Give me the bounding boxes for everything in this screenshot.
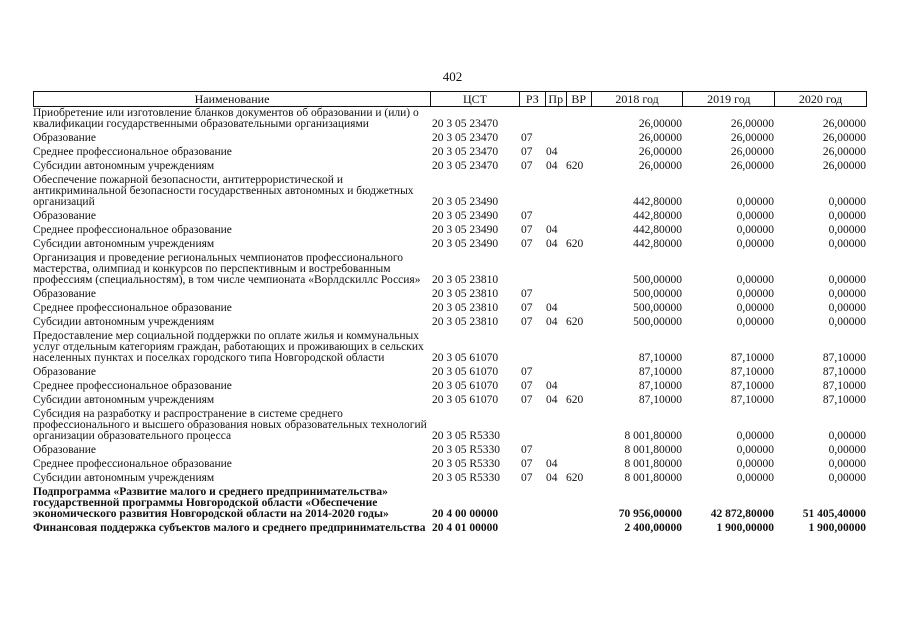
table-row bbox=[33, 132, 867, 146]
table-row bbox=[33, 366, 867, 380]
cell-pr: 04 bbox=[546, 238, 558, 250]
table-row bbox=[33, 160, 867, 174]
cell-2020: 0,00000 bbox=[828, 288, 866, 300]
cell-vr bbox=[566, 456, 591, 458]
cell-2018: 442,80000 bbox=[633, 224, 682, 236]
cell-pr bbox=[545, 130, 566, 132]
cell-name: Субсидии автономным учреждениям bbox=[33, 394, 215, 406]
cell-cst: 20 3 05 R5330 bbox=[432, 444, 501, 456]
cell-2019: 0,00000 bbox=[736, 288, 774, 300]
cell-rz: 07 bbox=[521, 472, 533, 484]
cell-vr: 620 bbox=[566, 238, 584, 250]
cell-rz: 07 bbox=[521, 366, 533, 378]
cell-cst: 20 3 05 23490 bbox=[432, 196, 499, 208]
cell-2020: 26,00000 bbox=[822, 118, 866, 130]
header-2020: 2020 год bbox=[774, 92, 866, 106]
table-body bbox=[33, 107, 867, 536]
cell-pr bbox=[545, 364, 566, 366]
cell-pr: 04 bbox=[546, 302, 558, 314]
cell-2019: 26,00000 bbox=[730, 132, 774, 144]
cell-2020: 87,10000 bbox=[822, 366, 866, 378]
cell-pr: 04 bbox=[546, 394, 558, 406]
cell-cst: 20 3 05 23470 bbox=[432, 146, 499, 158]
cell-cst: 20 3 05 23470 bbox=[432, 160, 499, 172]
cell-2020: 51 405,40000 bbox=[802, 508, 866, 520]
cell-rz: 07 bbox=[521, 160, 533, 172]
cell-cst: 20 3 05 23470 bbox=[432, 132, 499, 144]
table-row bbox=[33, 107, 867, 132]
cell-2019: 0,00000 bbox=[736, 430, 774, 442]
cell-pr: 04 bbox=[546, 224, 558, 236]
cell-name: Предоставление мер социальной поддержки по оплате жилья и коммунальных услуг отдельным категориям граждан, работающих и проживающих в сельских населенных пунктах и поселках городского типа Новгородской области bbox=[33, 330, 424, 364]
cell-cst: 20 3 05 61070 bbox=[432, 380, 499, 392]
table-row bbox=[33, 522, 867, 536]
cell-2020: 87,10000 bbox=[822, 394, 866, 406]
cell-2018: 442,80000 bbox=[633, 210, 682, 222]
cell-name: Среднее профессиональное образование bbox=[33, 224, 232, 236]
cell-pr bbox=[545, 520, 566, 522]
cell-rz: 07 bbox=[521, 132, 533, 144]
cell-2018: 87,10000 bbox=[638, 352, 682, 364]
header-name: Наименование bbox=[194, 92, 270, 106]
cell-2020: 0,00000 bbox=[828, 302, 866, 314]
cell-name: Среднее профессиональное образование bbox=[33, 458, 232, 470]
header-rz: РЗ bbox=[519, 92, 545, 106]
cell-2020: 26,00000 bbox=[822, 146, 866, 158]
cell-2018: 500,00000 bbox=[633, 274, 682, 286]
table-row bbox=[33, 224, 867, 238]
cell-rz bbox=[519, 520, 545, 522]
cell-name: Образование bbox=[33, 210, 97, 222]
cell-cst: 20 3 05 R5330 bbox=[432, 472, 501, 484]
cell-pr: 04 bbox=[546, 458, 558, 470]
cell-name: Субсидия на разработку и распространение в системе среднего профессионального и высшего образования новых образовательных технологий организации образовательного процесса bbox=[33, 408, 427, 442]
cell-2020: 0,00000 bbox=[828, 444, 866, 456]
cell-rz: 07 bbox=[521, 380, 533, 392]
table-row bbox=[33, 210, 867, 224]
cell-2019: 26,00000 bbox=[730, 160, 774, 172]
table-row bbox=[33, 174, 867, 210]
cell-pr bbox=[545, 534, 566, 536]
cell-vr bbox=[566, 286, 591, 288]
cell-vr bbox=[566, 208, 591, 210]
cell-name: Обеспечение пожарной безопасности, антитеррористической и антикриминальной безопасности государственных автономных и бюджетных организаций bbox=[33, 174, 414, 208]
cell-vr bbox=[566, 144, 591, 146]
cell-2018: 500,00000 bbox=[633, 288, 682, 300]
cell-name: Субсидии автономным учреждениям bbox=[33, 160, 215, 172]
cell-cst: 20 3 05 23810 bbox=[432, 274, 499, 286]
cell-name: Образование bbox=[33, 444, 97, 456]
cell-cst: 20 3 05 23470 bbox=[432, 118, 499, 130]
cell-2020: 0,00000 bbox=[828, 316, 866, 328]
cell-rz: 07 bbox=[521, 458, 533, 470]
cell-2018: 87,10000 bbox=[638, 366, 682, 378]
header-2019: 2019 год bbox=[682, 92, 774, 106]
cell-2018: 26,00000 bbox=[638, 160, 682, 172]
cell-2020: 0,00000 bbox=[828, 224, 866, 236]
cell-2019: 26,00000 bbox=[730, 118, 774, 130]
cell-cst: 20 3 05 23810 bbox=[432, 288, 499, 300]
table-row bbox=[33, 252, 867, 288]
cell-vr bbox=[566, 300, 591, 302]
cell-2020: 0,00000 bbox=[828, 472, 866, 484]
cell-2018: 442,80000 bbox=[633, 196, 682, 208]
cell-vr bbox=[566, 378, 591, 380]
cell-vr: 620 bbox=[566, 472, 584, 484]
cell-rz: 07 bbox=[521, 394, 533, 406]
cell-vr bbox=[566, 520, 591, 522]
table-header bbox=[33, 91, 867, 107]
cell-2018: 26,00000 bbox=[638, 146, 682, 158]
cell-cst: 20 3 05 23490 bbox=[432, 238, 499, 250]
cell-rz: 07 bbox=[521, 316, 533, 328]
table-row bbox=[33, 316, 867, 330]
cell-2019: 26,00000 bbox=[730, 146, 774, 158]
cell-2020: 26,00000 bbox=[822, 132, 866, 144]
table-row bbox=[33, 288, 867, 302]
cell-2019: 0,00000 bbox=[736, 444, 774, 456]
cell-name: Подпрограмма «Развитие малого и среднего предпринимательства» государственной программы Новгородской области «Обеспечение экономического развития Новгородской области на 2014-2020 годы» bbox=[33, 486, 389, 520]
cell-pr: 04 bbox=[546, 380, 558, 392]
table-row bbox=[33, 444, 867, 458]
cell-cst: 20 3 05 61070 bbox=[432, 366, 499, 378]
cell-vr: 620 bbox=[566, 394, 584, 406]
cell-cst: 20 3 05 23490 bbox=[432, 224, 499, 236]
cell-rz: 07 bbox=[521, 210, 533, 222]
cell-vr bbox=[566, 130, 591, 132]
cell-pr: 04 bbox=[546, 160, 558, 172]
cell-2018: 8 001,80000 bbox=[624, 430, 682, 442]
cell-rz: 07 bbox=[521, 146, 533, 158]
cell-2019: 87,10000 bbox=[730, 366, 774, 378]
cell-cst: 20 3 05 61070 bbox=[432, 352, 499, 364]
cell-2019: 0,00000 bbox=[736, 224, 774, 236]
cell-vr: 620 bbox=[566, 316, 584, 328]
cell-rz: 07 bbox=[521, 288, 533, 300]
header-pr: Пр bbox=[545, 92, 566, 106]
cell-2019: 87,10000 bbox=[730, 394, 774, 406]
cell-cst: 20 3 05 61070 bbox=[432, 394, 499, 406]
cell-2019: 0,00000 bbox=[736, 274, 774, 286]
cell-2018: 70 956,00000 bbox=[618, 508, 682, 520]
cell-cst: 20 3 05 R5330 bbox=[432, 458, 501, 470]
cell-2018: 2 400,00000 bbox=[624, 522, 682, 534]
cell-2018: 26,00000 bbox=[638, 132, 682, 144]
table-row bbox=[33, 302, 867, 316]
cell-2019: 0,00000 bbox=[736, 316, 774, 328]
cell-pr bbox=[545, 442, 566, 444]
cell-name: Организация и проведение региональных чемпионатов профессионального мастерства, олимпиад и конкурсов по перспективным и востребованным профессиям (специальностям), в том числе чемпионата «Ворлдскиллс Россия» bbox=[33, 252, 421, 286]
table-row bbox=[33, 472, 867, 486]
cell-2019: 87,10000 bbox=[730, 352, 774, 364]
table-row bbox=[33, 380, 867, 394]
table-row bbox=[33, 238, 867, 252]
cell-2018: 8 001,80000 bbox=[624, 458, 682, 470]
table-row bbox=[33, 486, 867, 522]
cell-cst: 20 3 05 23490 bbox=[432, 210, 499, 222]
cell-pr: 04 bbox=[546, 472, 558, 484]
cell-pr bbox=[545, 208, 566, 210]
cell-rz: 07 bbox=[521, 444, 533, 456]
cell-name: Образование bbox=[33, 132, 97, 144]
cell-vr bbox=[566, 222, 591, 224]
header-cst: ЦСТ bbox=[430, 92, 519, 106]
cell-2020: 0,00000 bbox=[828, 238, 866, 250]
cell-name: Финансовая поддержка субъектов малого и среднего предпринимательства bbox=[33, 522, 426, 534]
cell-vr bbox=[566, 534, 591, 536]
header-2018: 2018 год bbox=[591, 92, 683, 106]
cell-name: Образование bbox=[33, 288, 97, 300]
cell-name: Образование bbox=[33, 366, 97, 378]
cell-name: Приобретение или изготовление бланков документов об образовании и (или) о квалификации государственными образовательными организациями bbox=[33, 107, 419, 130]
cell-vr: 620 bbox=[566, 160, 584, 172]
cell-2019: 0,00000 bbox=[736, 302, 774, 314]
cell-cst: 20 4 00 00000 bbox=[432, 508, 499, 520]
cell-2019: 0,00000 bbox=[736, 238, 774, 250]
cell-2018: 442,80000 bbox=[633, 238, 682, 250]
cell-2020: 26,00000 bbox=[822, 160, 866, 172]
header-vr: ВР bbox=[566, 92, 591, 106]
cell-name: Среднее профессиональное образование bbox=[33, 380, 232, 392]
cell-rz: 07 bbox=[521, 224, 533, 236]
cell-cst: 20 3 05 23810 bbox=[432, 316, 499, 328]
cell-2019: 0,00000 bbox=[736, 196, 774, 208]
cell-cst: 20 4 01 00000 bbox=[432, 522, 499, 534]
table-row bbox=[33, 146, 867, 160]
cell-vr bbox=[566, 442, 591, 444]
table-row bbox=[33, 458, 867, 472]
cell-2019: 1 900,00000 bbox=[716, 522, 774, 534]
page-number: 402 bbox=[442, 69, 463, 84]
cell-2020: 87,10000 bbox=[822, 380, 866, 392]
cell-2020: 1 900,00000 bbox=[808, 522, 866, 534]
cell-pr: 04 bbox=[546, 146, 558, 158]
cell-2019: 87,10000 bbox=[730, 380, 774, 392]
cell-2019: 42 872,80000 bbox=[710, 508, 774, 520]
cell-name: Субсидии автономным учреждениям bbox=[33, 316, 215, 328]
cell-2018: 500,00000 bbox=[633, 316, 682, 328]
cell-2020: 0,00000 bbox=[828, 458, 866, 470]
cell-name: Субсидии автономным учреждениям bbox=[33, 238, 215, 250]
cell-2018: 26,00000 bbox=[638, 118, 682, 130]
cell-2019: 0,00000 bbox=[736, 458, 774, 470]
cell-2018: 8 001,80000 bbox=[624, 444, 682, 456]
cell-cst: 20 3 05 23810 bbox=[432, 302, 499, 314]
cell-2018: 500,00000 bbox=[633, 302, 682, 314]
cell-name: Субсидии автономным учреждениям bbox=[33, 472, 215, 484]
cell-name: Среднее профессиональное образование bbox=[33, 302, 232, 314]
cell-rz: 07 bbox=[521, 302, 533, 314]
cell-2020: 0,00000 bbox=[828, 196, 866, 208]
cell-pr bbox=[545, 286, 566, 288]
table-row bbox=[33, 408, 867, 444]
cell-rz: 07 bbox=[521, 238, 533, 250]
cell-2018: 8 001,80000 bbox=[624, 472, 682, 484]
cell-vr bbox=[566, 364, 591, 366]
cell-2020: 0,00000 bbox=[828, 430, 866, 442]
cell-2019: 0,00000 bbox=[736, 210, 774, 222]
budget-table bbox=[33, 91, 867, 536]
cell-cst: 20 3 05 R5330 bbox=[432, 430, 501, 442]
cell-pr: 04 bbox=[546, 316, 558, 328]
cell-2019: 0,00000 bbox=[736, 472, 774, 484]
cell-2020: 0,00000 bbox=[828, 210, 866, 222]
cell-name: Среднее профессиональное образование bbox=[33, 146, 232, 158]
cell-2018: 87,10000 bbox=[638, 394, 682, 406]
cell-2020: 0,00000 bbox=[828, 274, 866, 286]
cell-2020: 87,10000 bbox=[822, 352, 866, 364]
cell-2018: 87,10000 bbox=[638, 380, 682, 392]
table-row bbox=[33, 394, 867, 408]
table-row bbox=[33, 330, 867, 366]
cell-rz bbox=[519, 534, 545, 536]
